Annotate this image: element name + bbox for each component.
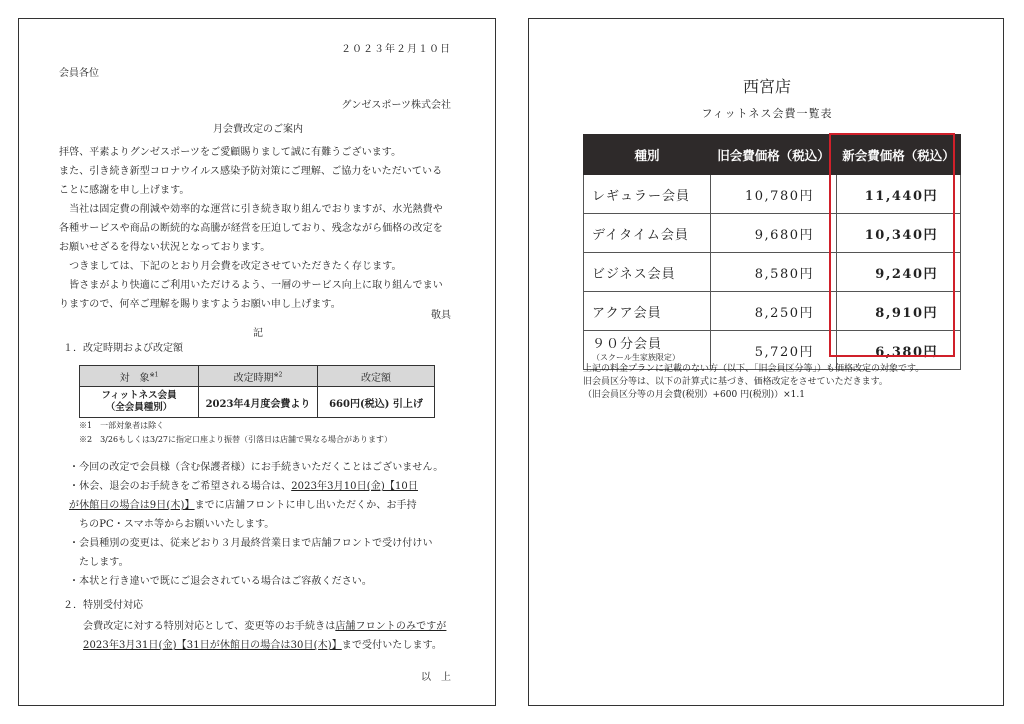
company-name: グンゼスポーツ株式会社 xyxy=(341,100,451,111)
notice-page xyxy=(18,18,496,706)
table-row xyxy=(584,292,961,331)
fee-header-old: 旧会費価格（税込） xyxy=(711,135,837,175)
paragraph-line: また、引き続き新型コロナウイルス感染予防対策にご理解、ご協力をいただいている xyxy=(59,166,443,177)
bullet-type-change-line1: ・会員種別の変更は、従来どおり３月最終営業日まで店舗フロントで受け付けい xyxy=(69,538,433,549)
paragraph-line: つきましては、下記のとおり月会費を改定させていただきたく存じます。 xyxy=(59,261,402,272)
fee-old: 8,250円 xyxy=(711,292,837,331)
bullet-no-procedure: ・今回の改定で会員様（含む保護者様）にお手続きいただくことはございません。 xyxy=(69,462,444,473)
paragraph-line: ことに感謝を申し上げます。 xyxy=(59,185,190,196)
fee-old: 10,780円 xyxy=(711,175,837,214)
fee-old: 5,720円 xyxy=(711,331,837,370)
fee-old: 8,580円 xyxy=(711,253,837,292)
fee-old: 9,680円 xyxy=(711,214,837,253)
fee-table xyxy=(583,134,961,370)
bullet-type-change-line2: たします。 xyxy=(79,557,129,568)
bullet-suspend-line2: が休館日の場合は9日(木)】までに店舗フロントに申し出いただくか、お手持 xyxy=(69,500,417,511)
fee-list-subtitle: フィットネス会費一覧表 xyxy=(701,107,833,120)
closing-keigu: 敬具 xyxy=(431,310,451,321)
table-cell-amount: 660円(税込) 引上げ xyxy=(318,387,435,418)
special-line2: 2023年3月31日(金)【31日が休館日の場合は30日(木)】まで受付いたします。 xyxy=(83,640,442,651)
section1-heading: １．改定時期および改定額 xyxy=(63,343,183,354)
section2-heading: ２．特別受付対応 xyxy=(63,600,143,611)
fee-type: ９０分会員 （スクール生家族限定） xyxy=(584,331,711,370)
fee-footnote-2: 旧会員区分等は、以下の計算式に基づき、価格改定をさせていただきます。 xyxy=(583,377,888,387)
fee-list-page xyxy=(528,18,1004,706)
fee-new: 10,340円 xyxy=(837,214,961,253)
addressee: 会員各位 xyxy=(59,68,99,79)
paragraph-line: 各種サービスや商品の断続的な高騰が経営を圧迫しており、残念ながら価格の改定を xyxy=(59,223,443,234)
table-row xyxy=(584,175,961,214)
fee-footnote-3: （旧会員区分等の月会費(税別）+600 円(税別)）×1.1 xyxy=(583,390,805,400)
table-cell-timing: 2023年4月度会費より xyxy=(199,387,318,418)
footnote-2: ※2 3/26もしくは3/27に指定口座より振替（引落日は店舗で異なる場合があります） xyxy=(79,435,393,444)
fee-footnote-1: 上記の料金プランに記載のない方（以下、「旧会員区分等」）も価格改定の対象です。 xyxy=(583,364,925,374)
notice-date: ２０２３年２月１０日 xyxy=(341,44,451,55)
fee-new: 8,910円 xyxy=(837,292,961,331)
paragraph-line: 当社は固定費の削減や効率的な運営に引き続き取り組んでおりますが、水光熱費や xyxy=(59,204,443,215)
fee-type: レギュラー会員 xyxy=(584,175,711,214)
paragraph-line: 皆さまがより快適にご利用いただけるよう、一層のサービス向上に取り組んでまい xyxy=(59,280,443,291)
revision-table xyxy=(79,365,435,418)
paragraph-line: 拝啓、平素よりグンゼスポーツをご愛顧賜りまして誠に有難うございます。 xyxy=(59,147,402,158)
fee-type: アクア会員 xyxy=(584,292,711,331)
footnote-1: ※1 一部対象者は除く xyxy=(79,421,165,430)
table-header-amount: 改定額 xyxy=(318,366,435,387)
fee-header-new: 新会費価格（税込） xyxy=(837,135,961,175)
store-name: 西宮店 xyxy=(742,77,791,96)
bullet-already-withdrawn: ・本状と行き違いで既にご退会されている場合はご容赦ください。 xyxy=(69,576,372,587)
table-header-timing: 改定時期$^{※2}$ xyxy=(199,366,318,387)
bullet-suspend-line1: ・休会、退会のお手続きをご希望される場合は、2023年3月10日(金)【10日 xyxy=(69,481,418,492)
fee-new: 9,240円 xyxy=(837,253,961,292)
ijou-closing: 以 上 xyxy=(421,672,451,683)
table-header-target: 対 象$^{※1}$ xyxy=(80,366,199,387)
fee-table-wrapper xyxy=(583,134,961,370)
fee-type: ビジネス会員 xyxy=(584,253,711,292)
ki-heading: 記 xyxy=(253,328,263,339)
bullet-suspend-line3: ちのPC・スマホ等からお願いいたします。 xyxy=(79,519,275,530)
fee-new: 11,440円 xyxy=(837,175,961,214)
table-cell-target: フィットネス会員 （全会員種別） xyxy=(80,387,199,418)
table-row xyxy=(584,253,961,292)
notice-title: 月会費改定のご案内 xyxy=(213,124,303,135)
fee-type: デイタイム会員 xyxy=(584,214,711,253)
special-line1: 会費改定に対する特別対応として、変更等のお手続きは店舗フロントのみですが xyxy=(83,621,447,632)
table-row xyxy=(584,214,961,253)
fee-new: 6,380円 xyxy=(837,331,961,370)
paragraph-line: りますので、何卒ご理解を賜りますようお願い申し上げます。 xyxy=(59,299,341,310)
fee-header-type: 種別 xyxy=(584,135,711,175)
paragraph-line: お願いせざるを得ない状況となっております。 xyxy=(59,242,271,253)
